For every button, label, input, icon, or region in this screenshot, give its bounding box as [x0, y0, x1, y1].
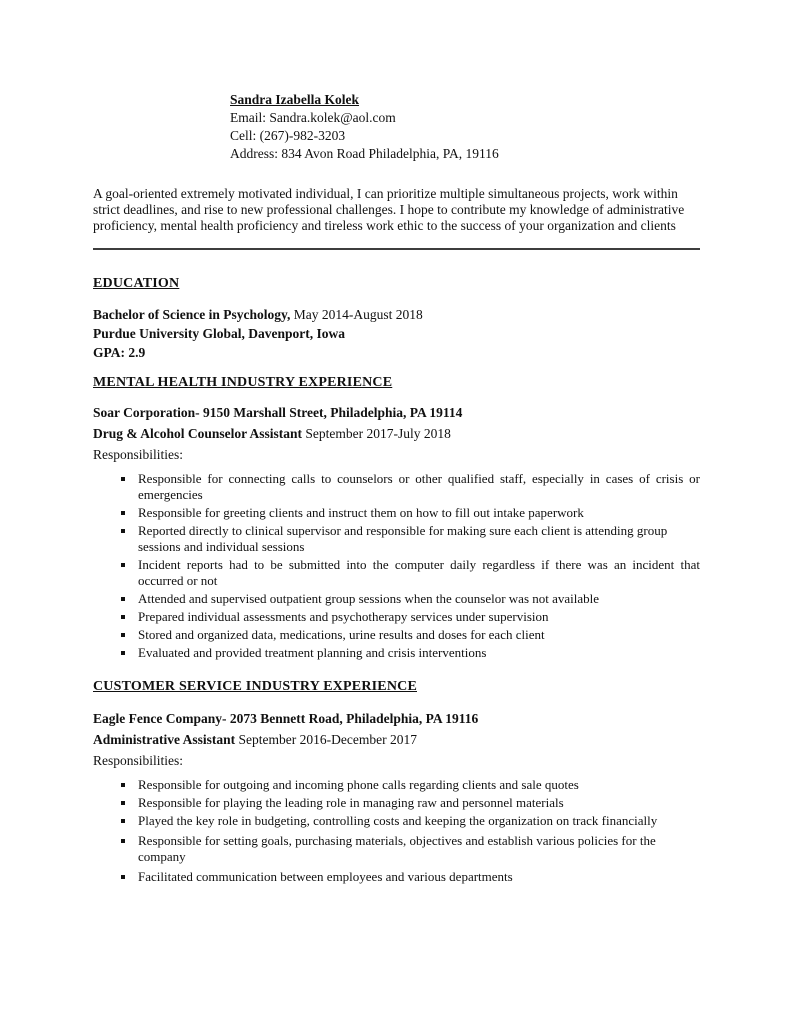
- candidate-name: Sandra Izabella Kolek: [230, 92, 360, 107]
- education-degree-dates: May 2014-August 2018: [290, 307, 423, 322]
- education-gpa: GPA: 2.9: [93, 345, 146, 360]
- customer-service-bullet-list: [93, 777, 700, 885]
- responsibility-item: Incident reports had to be submitted into the computer daily regardless if there was an incident that occurred or not: [93, 557, 700, 589]
- responsibility-item: Responsible for playing the leading role in managing raw and personnel materials: [93, 795, 700, 811]
- customer-service-employer: Eagle Fence Company- 2073 Bennett Road, Philadelphia, PA 19116: [93, 711, 479, 726]
- mental-health-role: [93, 423, 700, 444]
- responsibility-item: Facilitated communication between employees and various departments: [93, 869, 700, 885]
- customer-service-role-dates: September 2016-December 2017: [235, 732, 417, 747]
- responsibility-item: Responsible for greeting clients and instruct them on how to fill out intake paperwork: [93, 505, 700, 521]
- responsibility-item: Stored and organized data, medications, urine results and doses for each client: [93, 627, 700, 643]
- contact-block: [230, 91, 700, 163]
- customer-service-heading: CUSTOMER SERVICE INDUSTRY EXPERIENCE: [93, 679, 417, 694]
- responsibility-item: Responsible for outgoing and incoming phone calls regarding clients and sale quotes: [93, 777, 700, 793]
- responsibility-item: Reported directly to clinical supervisor and responsible for making sure each client is attending group sessions and individual sessions: [93, 523, 700, 555]
- responsibility-item: Evaluated and provided treatment planning and crisis interventions: [93, 645, 700, 661]
- mental-health-bullet-list: [93, 471, 700, 661]
- contact-address: Address: 834 Avon Road Philadelphia, PA, 19116: [230, 146, 499, 161]
- summary-paragraph: A goal-oriented extremely motivated individual, I can prioritize multiple simultaneous projects, work within strict deadlines, and rise to new professional challenges. I hope to contribute my knowledge of administrative proficiency, mental health proficiency and tireless work ethic to the success of your organization and clients: [93, 186, 685, 233]
- responsibility-item: Attended and supervised outpatient group sessions when the counselor was not available: [93, 591, 700, 607]
- mental-health-role-dates: September 2017-July 2018: [302, 426, 451, 441]
- mental-health-heading: MENTAL HEALTH INDUSTRY EXPERIENCE: [93, 375, 393, 390]
- education-degree-title: Bachelor of Science in Psychology,: [93, 307, 291, 322]
- customer-service-role: [93, 729, 700, 750]
- contact-cell: Cell: (267)-982-3203: [230, 128, 346, 143]
- mental-health-employer: Soar Corporation- 9150 Marshall Street, Philadelphia, PA 19114: [93, 405, 463, 420]
- customer-service-responsibilities-label: Responsibilities:: [93, 753, 184, 768]
- education-block: [93, 305, 700, 362]
- mental-health-employer-block: [93, 402, 700, 465]
- education-degree: [93, 305, 700, 324]
- education-heading: EDUCATION: [93, 276, 180, 291]
- responsibility-item: Responsible for setting goals, purchasing materials, objectives and establish various policies for the company: [93, 833, 700, 865]
- mental-health-responsibilities-label: Responsibilities:: [93, 447, 184, 462]
- mental-health-role-title: Drug & Alcohol Counselor Assistant: [93, 426, 303, 441]
- education-school: Purdue University Global, Davenport, Iowa: [93, 326, 346, 341]
- responsibility-item: Responsible for connecting calls to counselors or other qualified staff, especially in cases of crisis or emergencies: [93, 471, 700, 503]
- divider: [93, 248, 700, 250]
- contact-email: Email: Sandra.kolek@aol.com: [230, 110, 396, 125]
- responsibility-item: Prepared individual assessments and psychotherapy services under supervision: [93, 609, 700, 625]
- responsibility-item: Played the key role in budgeting, controlling costs and keeping the organization on track financially: [93, 813, 700, 829]
- customer-service-employer-block: [93, 708, 700, 771]
- customer-service-role-title: Administrative Assistant: [93, 732, 236, 747]
